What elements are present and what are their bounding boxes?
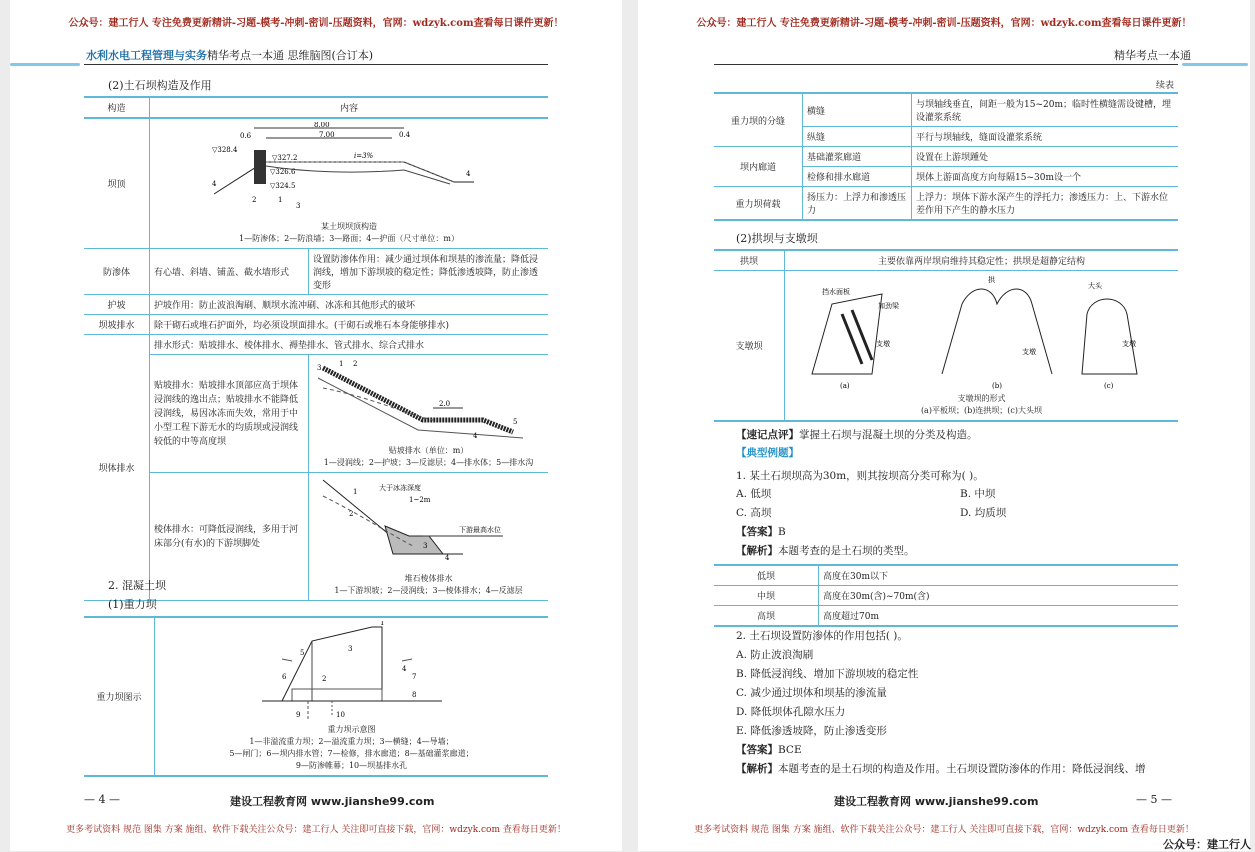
dim: 3 — [296, 202, 301, 210]
option: B. 降低浸润线、增加下游坝坡的稳定性 — [736, 668, 919, 680]
row-label: 护坡 — [84, 295, 150, 315]
cell: 排水形式：贴坡排水、棱体排水、褥垫排水、管式排水、综合式排水 — [150, 335, 549, 355]
dim: ▽328.4 — [212, 146, 238, 154]
header-rest: 精华考点一本通 思维脑图(合订本) — [207, 49, 374, 62]
dim: ▽324.5 — [270, 182, 296, 190]
svg-text:下游最高水位: 下游最高水位 — [459, 526, 501, 534]
cell: 高度超过70m — [819, 606, 1179, 627]
dim: 4 — [466, 170, 471, 178]
top-banner: 公众号：建工行人 专注免费更新精讲-习题-模考-冲刺-密训-压题资料，官网：wdzyk.com查看每日课件更新！ — [696, 18, 1192, 29]
cell: 与坝轴线垂直，间距一般为15~20m；临时性横缝需设键槽，埋设灌浆系统 — [912, 93, 1179, 127]
dim: i=3% — [354, 152, 374, 160]
figure-legend: (a)平板坝；(b)连拱坝；(c)大头坝 — [920, 406, 1043, 415]
question-1: 1. 某土石坝坝高为30m，则其按坝高分类可称为( )。 — [736, 470, 984, 482]
svg-text:支墩: 支墩 — [1121, 340, 1136, 348]
svg-text:6: 6 — [281, 673, 286, 681]
slope-drain-diagram — [313, 358, 533, 442]
crest-diagram — [154, 122, 544, 218]
svg-text:支墩: 支墩 — [875, 340, 890, 348]
gravity-figure-cell — [155, 617, 549, 776]
svg-text:1: 1 — [379, 621, 384, 627]
option: B. 中坝 — [960, 488, 996, 500]
prism-drain-diagram — [313, 476, 533, 570]
cell: 高度在30m(含)~70m(含) — [819, 586, 1179, 606]
question-2: 2. 土石坝设置防渗体的作用包括( )。 — [736, 630, 908, 642]
svg-text:2: 2 — [353, 360, 358, 368]
section-heading: 2. 混凝土坝 — [108, 579, 166, 592]
row-label: 坝顶 — [84, 118, 150, 249]
option: E. 降低渗透坡降，防止渗透变形 — [736, 725, 887, 737]
bottom-banner: 更多考试资料 规范 图集 方案 施组、软件下载关注公众号：建工行人 关注即可直接下载，官网：wdzyk.com 查看每日更新！ — [66, 825, 566, 835]
dim: 0.4 — [399, 131, 411, 139]
option: D. 降低坝体孔隙水压力 — [736, 706, 846, 718]
row-label: 高坝 — [714, 606, 819, 627]
page-number: — 4 — — [84, 793, 120, 806]
buttress-dam-diagram — [792, 274, 1172, 390]
arch-table — [714, 249, 1178, 422]
crest-figure-cell — [150, 118, 549, 249]
cell: 设置防渗体作用：减少通过坝体和坝基的渗流量；降低浸润线，增加下游坝坡的稳定性；降低渗透坡降，防止渗透变形 — [309, 249, 549, 295]
svg-text:1: 1 — [339, 360, 344, 368]
row-label: 防渗体 — [84, 249, 150, 295]
svg-text:(a): (a) — [839, 382, 850, 390]
right-header: 精华考点一本通 — [1114, 49, 1191, 62]
gravity-dam-diagram — [252, 621, 452, 721]
svg-text:10: 10 — [335, 711, 345, 719]
svg-text:8: 8 — [411, 691, 416, 699]
section-title: (2)土石坝构造及作用 — [108, 79, 212, 92]
cell: 扬压力：上浮力和渗透压力 — [803, 187, 912, 221]
cell: 除干砌石或堆石护面外，均必须设坝面排水。(干砌石或堆石本身能够排水) — [150, 315, 549, 335]
dim: 4 — [212, 180, 217, 188]
cell: 上浮力：坝体下游水深产生的浮托力；渗透压力：上、下游水位差作用下产生的静水压力 — [912, 187, 1179, 221]
section-title: (2)拱坝与支墩坝 — [736, 232, 818, 245]
cell: 棱体排水：可降低浸润线，多用于河床部分(有水)的下游坝脚处 — [150, 473, 309, 601]
row-label: 中坝 — [714, 586, 819, 606]
cell: 设置在上游坝踵处 — [912, 147, 1179, 167]
svg-text:4: 4 — [473, 432, 478, 440]
height-class-table — [714, 564, 1178, 627]
svg-text:3: 3 — [347, 645, 352, 653]
cell: 高度在30m以下 — [819, 565, 1179, 586]
dim: 2 — [252, 196, 257, 204]
svg-text:7: 7 — [411, 673, 416, 681]
svg-text:(b): (b) — [991, 382, 1002, 390]
svg-text:1~2m: 1~2m — [409, 496, 431, 504]
row-label: 重力坝的分缝 — [714, 93, 803, 147]
col-header: 构造 — [84, 97, 150, 118]
header-brand: 水利水电工程管理与实务 — [86, 49, 207, 62]
answer-1: 【答案】B — [736, 526, 786, 538]
option: C. 高坝 — [736, 507, 772, 519]
row-label: 重力坝荷载 — [714, 187, 803, 221]
cell: 纵缝 — [803, 127, 912, 147]
option: C. 减少通过坝体和坝基的渗流量 — [736, 687, 887, 699]
figure-caption: 某土坝坝顶构造 — [321, 222, 377, 231]
buttress-figure-cell — [785, 271, 1179, 422]
continued-label: 续表 — [1156, 81, 1175, 91]
row-label: 坝体排水 — [84, 335, 150, 601]
section-heading: (1)重力坝 — [108, 598, 157, 611]
dim: 7.00 — [319, 131, 335, 139]
figure-legend: 1—防渗体；2—防浪墙；3—路面；4—护面（尺寸单位：m） — [239, 234, 459, 243]
figure-legend: 1—下游坝坡；2—浸润线；3—棱体排水；4—反滤层 — [334, 586, 523, 595]
example-tag: 【典型例题】 — [736, 447, 799, 459]
cell: 贴坡排水：贴坡排水顶部应高于坝体浸润线的逸出点；贴坡排水不能降低浸润线，易因冰冻而失效，常用于中小型工程下游无水的均质坝或浸润线较低的中等高度坝 — [150, 355, 309, 473]
col-header: 内容 — [150, 97, 549, 118]
svg-text:5: 5 — [299, 649, 304, 657]
cell: 检修和排水廊道 — [803, 167, 912, 187]
figure-caption: 堆石棱体排水 — [404, 574, 453, 583]
corner-tag: 公众号：建工行人 — [1163, 838, 1251, 851]
cell: 主要依靠两岸坝肩维持其稳定性；拱坝是超静定结构 — [785, 250, 1179, 271]
figure-legend: 1—浸润线；2—护坡；3—反滤层；4—排水体；5—排水沟 — [323, 458, 534, 467]
figure-caption: 重力坝示意图 — [327, 725, 376, 734]
svg-text:挡水面板: 挡水面板 — [821, 288, 850, 296]
svg-text:大于冰冻深度: 大于冰冻深度 — [379, 484, 421, 492]
dim: 0.6 — [240, 132, 252, 140]
option: A. 低坝 — [736, 488, 772, 500]
figure-caption: 贴坡排水（单位：m） — [388, 446, 469, 455]
option: A. 防止波浪淘刷 — [736, 649, 814, 661]
row-label: 低坝 — [714, 565, 819, 586]
dim: 8.00 — [314, 122, 330, 129]
svg-text:支墩: 支墩 — [1021, 348, 1036, 356]
header-rule — [84, 64, 548, 65]
prism-drain-figure-cell — [309, 473, 549, 601]
svg-text:加劲梁: 加劲梁 — [877, 302, 899, 310]
svg-text:3: 3 — [423, 542, 428, 550]
right-page — [638, 0, 1250, 851]
gravity-detail-table — [714, 92, 1178, 221]
svg-text:大头: 大头 — [1087, 282, 1102, 290]
cell: 坝体上游面高度方向每隔15~30m设一个 — [912, 167, 1179, 187]
top-banner: 公众号：建工行人 专注免费更新精讲-习题-模考-冲刺-密训-压题资料，官网：wdzyk.com查看每日课件更新！ — [68, 18, 564, 29]
svg-text:(c): (c) — [1103, 382, 1113, 390]
footer-site: 建设工程教育网 www.jianshe99.com — [834, 795, 1039, 808]
row-label: 重力坝图示 — [84, 617, 155, 776]
bottom-banner: 更多考试资料 规范 图集 方案 施组、软件下载关注公众号：建工行人 关注即可直接下载，官网：wdzyk.com 查看每日更新！ — [694, 825, 1194, 835]
row-label: 坝内廊道 — [714, 147, 803, 187]
row-label: 拱坝 — [714, 250, 785, 271]
cell: 横缝 — [803, 93, 912, 127]
gravity-table — [84, 616, 548, 777]
dim: ▽326.6 — [270, 168, 296, 176]
parapet-wall — [254, 150, 266, 184]
svg-text:1: 1 — [353, 488, 358, 496]
cell: 有心墙、斜墙、铺盖、截水墙形式 — [150, 249, 309, 295]
explanation-2: 【解析】本题考查的是土石坝的构造及作用。土石坝设置防渗体的作用：降低浸润线、增 — [736, 763, 1146, 775]
cell: 基础灌浆廊道 — [803, 147, 912, 167]
svg-text:4: 4 — [401, 665, 406, 673]
comment: 【速记点评】掌握土石坝与混凝土坝的分类及构造。 — [736, 429, 978, 441]
dim: 1 — [278, 196, 283, 204]
earth-dam-table — [84, 96, 548, 601]
figure-caption: 支墩坝的形式 — [957, 394, 1006, 403]
row-label: 坝坡排水 — [84, 315, 150, 335]
cell: 平行与坝轴线，缝面设灌浆系统 — [912, 127, 1179, 147]
row-label: 支墩坝 — [714, 271, 785, 422]
option: D. 均质坝 — [960, 507, 1007, 519]
cell: 护坡作用：防止波浪淘刷、顺坝水流冲刷、冰冻和其他形式的破坏 — [150, 295, 549, 315]
header-accent-line — [10, 63, 80, 66]
svg-text:4: 4 — [445, 554, 450, 562]
left-header — [86, 47, 373, 63]
svg-text:3: 3 — [317, 364, 322, 372]
slope-drain-figure-cell — [309, 355, 549, 473]
footer-site: 建设工程教育网 www.jianshe99.com — [230, 795, 435, 808]
answer-2: 【答案】BCE — [736, 744, 802, 756]
svg-text:2: 2 — [321, 675, 326, 683]
svg-text:2: 2 — [349, 510, 354, 518]
svg-text:5: 5 — [513, 418, 518, 426]
svg-text:9: 9 — [295, 711, 300, 719]
dim: ▽327.2 — [272, 154, 298, 162]
left-page — [10, 0, 622, 851]
svg-text:2.0: 2.0 — [439, 400, 451, 408]
page-number: — 5 — — [1136, 793, 1172, 806]
header-accent-line — [1182, 63, 1248, 66]
figure-legend: 5—闸门；6—坝内排水管；7—检修，排水廊道；8—基础灌浆廊道； — [229, 749, 474, 758]
header-rule — [714, 64, 1178, 65]
figure-legend: 1—非溢流重力坝；2—溢流重力坝；3—横缝；4—导墙； — [249, 737, 454, 746]
figure-legend: 9—防渗帷幕；10—坝基排水孔 — [295, 761, 408, 770]
explanation-1: 【解析】本题考查的是土石坝的类型。 — [736, 545, 915, 557]
svg-text:拱: 拱 — [987, 276, 995, 284]
